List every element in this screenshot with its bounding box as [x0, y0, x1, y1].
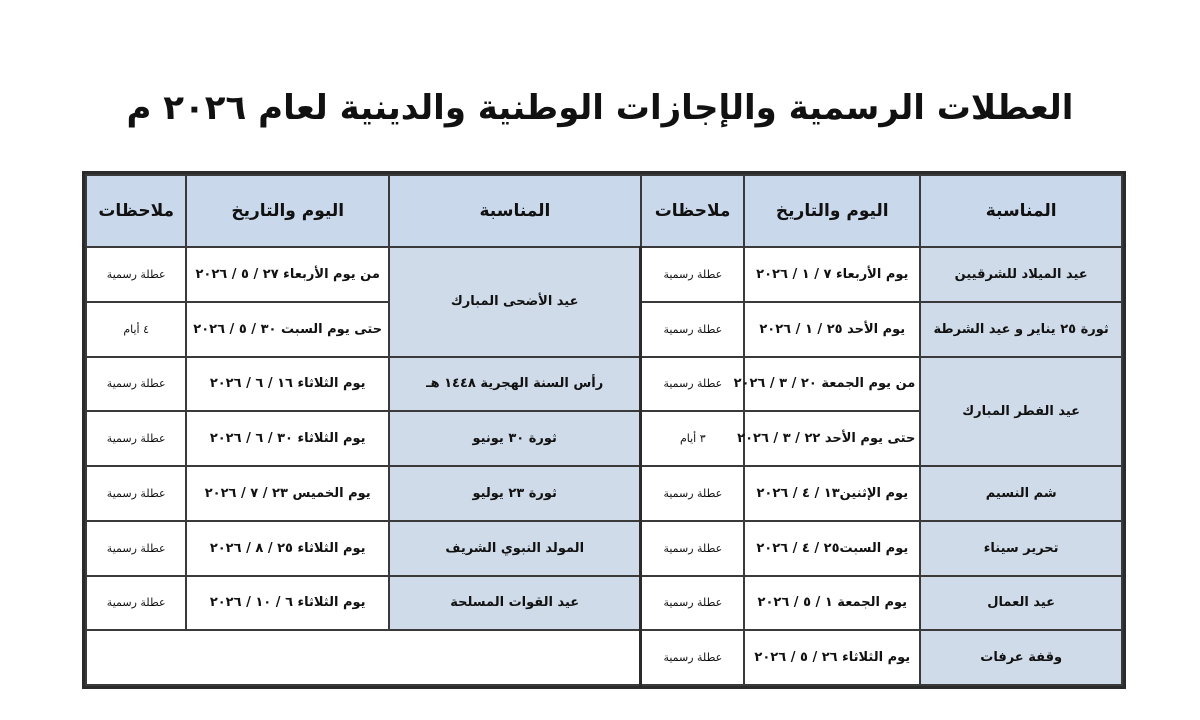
occasion-cell: رأس السنة الهجرية ١٤٤٨ هـ	[389, 357, 641, 412]
header-notes-right: ملاحظات	[641, 175, 744, 247]
occasion-cell: ثورة ٣٠ يونيو	[389, 411, 641, 466]
occasion-cell: عيد العمال	[920, 576, 1122, 631]
date-cell: يوم الثلاثاء ٢٥ / ٨ / ٢٠٢٦	[186, 521, 389, 576]
date-cell: يوم الإثنين١٣ / ٤ / ٢٠٢٦	[744, 466, 920, 521]
occasion-cell: عيد الأضحى المبارك	[389, 247, 641, 357]
table-row	[86, 630, 1122, 685]
note-cell: عطلة رسمية	[86, 576, 186, 631]
note-cell: ٤ أيام	[86, 302, 186, 357]
date-cell: يوم الجمعة ١ / ٥ / ٢٠٢٦	[744, 576, 920, 631]
occasion-cell: ثورة ٢٣ يوليو	[389, 466, 641, 521]
occasion-cell: عيد الميلاد للشرقيين	[920, 247, 1122, 302]
note-cell: عطلة رسمية	[641, 521, 744, 576]
header-row	[86, 175, 1122, 247]
empty-cell	[86, 630, 641, 685]
note-cell: ٣ أيام	[641, 411, 744, 466]
table-row	[86, 247, 1122, 302]
date-cell: يوم الثلاثاء ٦ / ١٠ / ٢٠٢٦	[186, 576, 389, 631]
note-cell: عطلة رسمية	[641, 576, 744, 631]
header-date-left: اليوم والتاريخ	[186, 175, 389, 247]
note-cell: عطلة رسمية	[641, 466, 744, 521]
table-row	[86, 466, 1122, 521]
note-cell: عطلة رسمية	[641, 357, 744, 412]
date-cell: يوم الثلاثاء ١٦ / ٦ / ٢٠٢٦	[186, 357, 389, 412]
occasion-cell: تحرير سيناء	[920, 521, 1122, 576]
occasion-cell: شم النسيم	[920, 466, 1122, 521]
holidays-table-frame	[82, 171, 1126, 689]
date-cell: يوم الثلاثاء ٣٠ / ٦ / ٢٠٢٦	[186, 411, 389, 466]
header-occasion-right: المناسبة	[920, 175, 1122, 247]
note-cell: عطلة رسمية	[641, 247, 744, 302]
date-cell: يوم السبت٢٥ / ٤ / ٢٠٢٦	[744, 521, 920, 576]
table-row	[86, 576, 1122, 631]
note-cell: عطلة رسمية	[86, 247, 186, 302]
note-cell: عطلة رسمية	[86, 466, 186, 521]
date-cell: يوم الخميس ٢٣ / ٧ / ٢٠٢٦	[186, 466, 389, 521]
note-cell: عطلة رسمية	[86, 357, 186, 412]
table-row	[86, 357, 1122, 412]
note-cell: عطلة رسمية	[641, 630, 744, 685]
holidays-table	[85, 174, 1123, 686]
date-cell: من يوم الجمعة ٢٠ / ٣ / ٢٠٢٦	[744, 357, 920, 412]
table-row	[86, 521, 1122, 576]
date-cell: يوم الأحد ٢٥ / ١ / ٢٠٢٦	[744, 302, 920, 357]
date-cell: حتى يوم الأحد ٢٢ / ٣ / ٢٠٢٦	[744, 411, 920, 466]
note-cell: عطلة رسمية	[641, 302, 744, 357]
date-cell: يوم الأربعاء ٧ / ١ / ٢٠٢٦	[744, 247, 920, 302]
occasion-cell: عيد الفطر المبارك	[920, 357, 1122, 467]
header-notes-left: ملاحظات	[86, 175, 186, 247]
note-cell: عطلة رسمية	[86, 411, 186, 466]
occasion-cell: المولد النبوي الشريف	[389, 521, 641, 576]
date-cell: يوم الثلاثاء ٢٦ / ٥ / ٢٠٢٦	[744, 630, 920, 685]
occasion-cell: ثورة ٢٥ يناير و عيد الشرطة	[920, 302, 1122, 357]
occasion-cell: وقفة عرفات	[920, 630, 1122, 685]
occasion-cell: عيد القوات المسلحة	[389, 576, 641, 631]
header-date-right: اليوم والتاريخ	[744, 175, 920, 247]
header-occasion-left: المناسبة	[389, 175, 641, 247]
page-title: العطلات الرسمية والإجازات الوطنية والدينية لعام ٢٠٢٦ م	[126, 88, 1074, 128]
date-cell: من يوم الأربعاء ٢٧ / ٥ / ٢٠٢٦	[186, 247, 389, 302]
note-cell: عطلة رسمية	[86, 521, 186, 576]
date-cell: حتى يوم السبت ٣٠ / ٥ / ٢٠٢٦	[186, 302, 389, 357]
